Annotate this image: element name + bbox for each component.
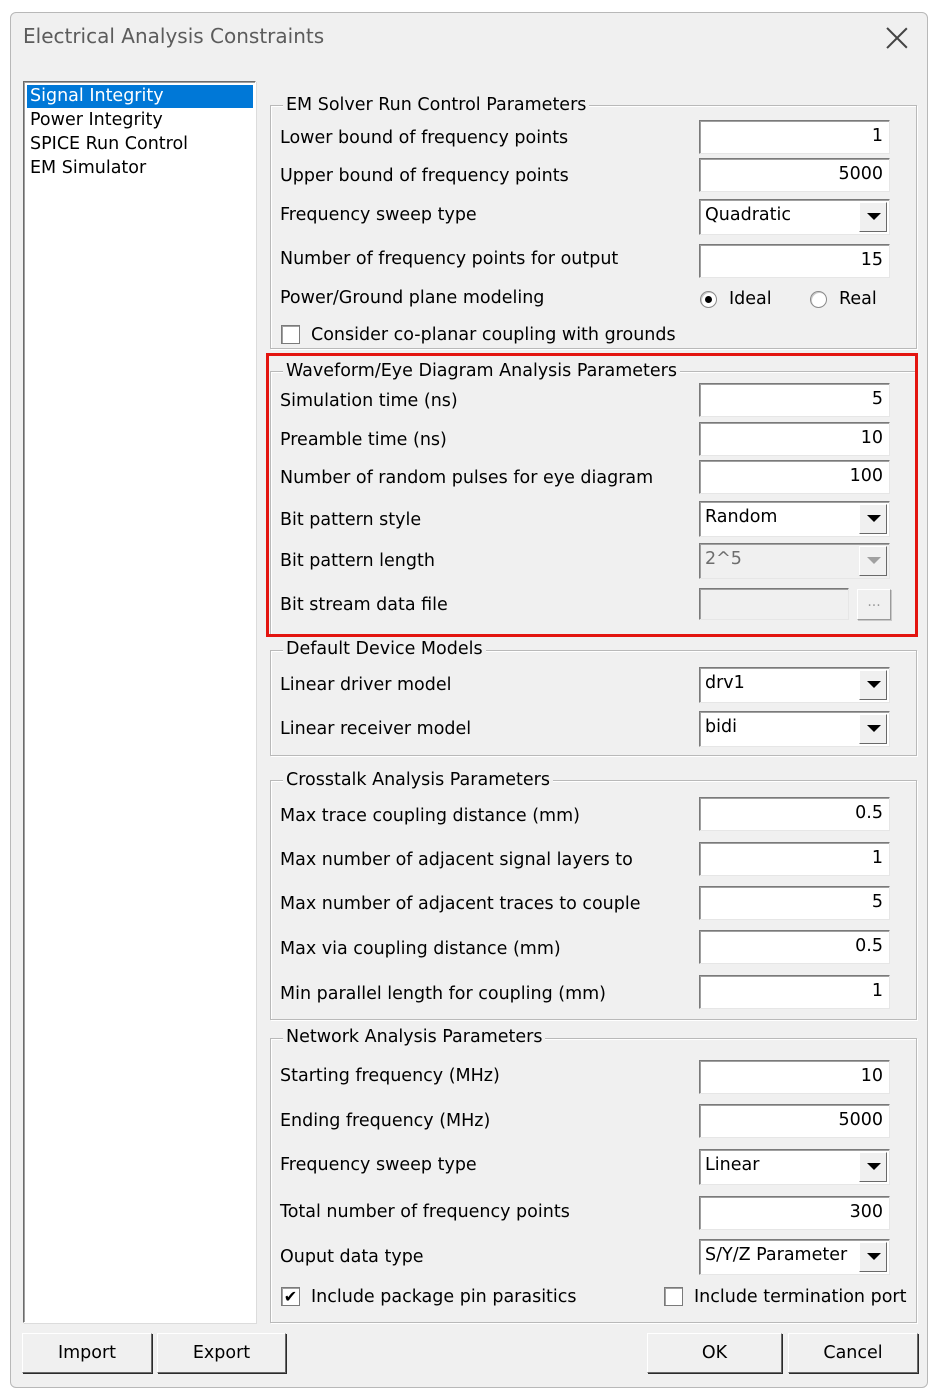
parallel-length-label: Min parallel length for coupling (mm) [280,984,607,1004]
network-sweep-type-value: Linear [705,1155,760,1175]
trace-distance-input[interactable]: 0.5 [699,797,890,831]
sim-time-label: Simulation time (ns) [280,391,458,411]
network-group-title: Network Analysis Parameters [283,1026,545,1048]
category-power-integrity[interactable]: Power Integrity [30,110,163,130]
bit-stream-label: Bit stream data file [280,595,448,615]
bit-style-label: Bit pattern style [280,510,422,530]
bit-style-value: Random [705,507,778,527]
output-points-label: Number of frequency points for output [280,249,619,269]
chevron-down-icon[interactable] [859,670,887,700]
total-points-label: Total number of frequency points [280,1202,570,1222]
close-icon[interactable] [885,26,909,50]
category-em-simulator[interactable]: EM Simulator [30,158,147,178]
total-points-input[interactable]: 300 [699,1196,890,1230]
start-freq-label: Starting frequency (MHz) [280,1066,500,1086]
trace-distance-label: Max trace coupling distance (mm) [280,806,580,826]
lower-bound-input[interactable]: 1 [699,120,890,154]
dialog-title: Electrical Analysis Constraints [23,24,325,48]
receiver-model-label: Linear receiver model [280,719,472,739]
driver-model-label: Linear driver model [280,675,452,695]
start-freq-input[interactable]: 10 [699,1060,890,1094]
category-spice-run-control[interactable]: SPICE Run Control [30,134,189,154]
waveform-group-title: Waveform/Eye Diagram Analysis Parameters [283,360,680,382]
pin-parasitics-checkbox[interactable] [281,1287,300,1306]
via-distance-input[interactable]: 0.5 [699,930,890,964]
via-distance-label: Max via coupling distance (mm) [280,939,561,959]
bit-length-label: Bit pattern length [280,551,435,571]
output-type-label: Ouput data type [280,1247,424,1267]
em-sweep-type-select[interactable] [699,199,890,235]
output-points-input[interactable]: 15 [699,244,890,278]
device-models-group-title: Default Device Models [283,638,486,660]
termination-checkbox[interactable] [664,1287,683,1306]
network-sweep-type-select[interactable] [699,1149,890,1185]
network-sweep-type-label: Frequency sweep type [280,1155,477,1175]
adjacent-layers-input[interactable]: 1 [699,842,890,876]
cancel-button[interactable]: Cancel [788,1333,918,1373]
bit-length-value: 2^5 [705,549,742,569]
preamble-label: Preamble time (ns) [280,430,447,450]
chevron-down-icon[interactable] [859,714,887,744]
export-button[interactable]: Export [157,1333,286,1373]
pin-parasitics-label[interactable]: Include package pin parasitics [311,1287,577,1307]
highlight-box [266,353,918,637]
crosstalk-group-title: Crosstalk Analysis Parameters [283,769,553,791]
chevron-down-icon[interactable] [859,1152,887,1182]
end-freq-input[interactable]: 5000 [699,1104,890,1138]
category-list[interactable] [23,81,256,1323]
real-radio[interactable] [810,291,827,308]
receiver-model-value: bidi [705,717,737,737]
driver-model-select[interactable] [699,667,890,703]
upper-bound-input[interactable]: 5000 [699,158,890,192]
plane-modeling-label: Power/Ground plane modeling [280,288,545,308]
random-pulses-input[interactable]: 100 [699,460,890,494]
ideal-radio-label[interactable]: Ideal [729,289,772,309]
ideal-radio[interactable] [700,291,717,308]
receiver-model-select[interactable] [699,711,890,747]
background-strip [0,0,939,10]
output-type-value: S/Y/Z Parameter [705,1245,848,1265]
adjacent-traces-input[interactable]: 5 [699,886,890,920]
chevron-down-icon[interactable] [859,1242,887,1272]
real-radio-label[interactable]: Real [839,289,877,309]
sim-time-input[interactable]: 5 [699,383,890,417]
coplanar-label[interactable]: Consider co-planar coupling with grounds [311,325,676,345]
ok-button[interactable]: OK [647,1333,782,1373]
adjacent-layers-label: Max number of adjacent signal layers to [280,850,633,870]
driver-model-value: drv1 [705,673,745,693]
adjacent-traces-label: Max number of adjacent traces to couple [280,894,641,914]
chevron-down-icon[interactable] [859,202,887,232]
browse-button: ... [857,589,891,620]
em-sweep-type-value: Quadratic [705,205,791,225]
upper-bound-label: Upper bound of frequency points [280,166,569,186]
end-freq-label: Ending frequency (MHz) [280,1111,491,1131]
random-pulses-label: Number of random pulses for eye diagram [280,468,654,488]
em-solver-group-title: EM Solver Run Control Parameters [283,94,589,116]
lower-bound-label: Lower bound of frequency points [280,128,569,148]
import-button[interactable]: Import [22,1333,152,1373]
check-icon: ✔ [283,1287,298,1306]
termination-label[interactable]: Include termination port [694,1287,907,1307]
em-sweep-type-label: Frequency sweep type [280,205,477,225]
parallel-length-input[interactable]: 1 [699,975,890,1009]
output-type-select[interactable] [699,1239,890,1275]
category-signal-integrity[interactable]: Signal Integrity [27,85,253,108]
preamble-input[interactable]: 10 [699,422,890,456]
coplanar-checkbox[interactable] [281,325,300,344]
